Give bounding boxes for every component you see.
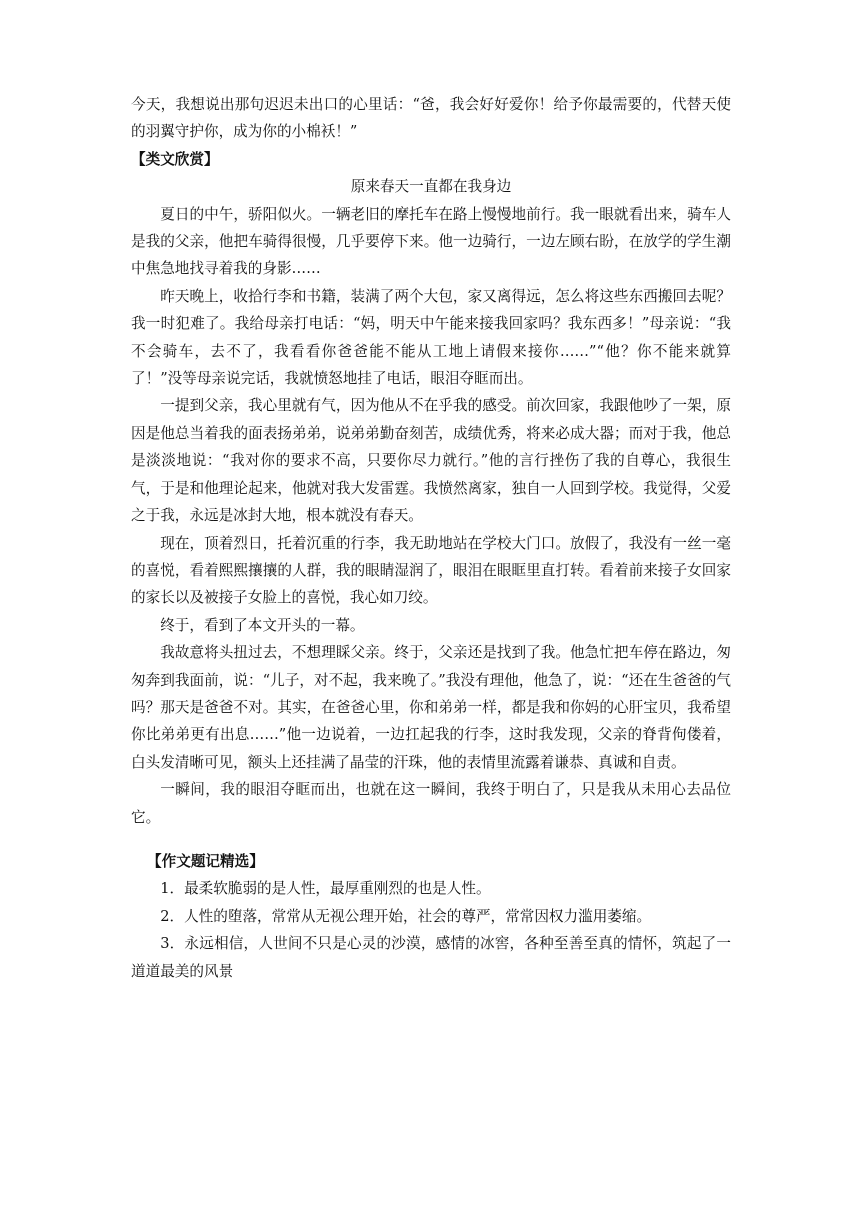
essay-title: 原来春天一直都在我身边 bbox=[350, 178, 512, 196]
excerpt-item: 2．人性的堕落，常常从无视公理开始，社会的尊严，常常因权力滥用萎缩。 bbox=[160, 907, 652, 925]
essay-paragraph: 现在，顶着烈日，托着沉重的行李，我无助地站在学校大门口。放假了，我没有一丝一毫的喜悦，看着熙熙攘攘的人群，我的眼睛湿润了，眼泪在眼眶里直打转。看着前来接子女回家的家长以及被接子女脸上的喜悦，我心如刀绞。 bbox=[131, 534, 731, 607]
excerpt-item: 1．最柔软脆弱的是人性，最厚重刚烈的也是人性。 bbox=[160, 880, 491, 898]
section-gap bbox=[131, 831, 731, 848]
document-page bbox=[131, 91, 731, 985]
intro-paragraph: 今天，我想说出那句迟迟未出口的心里话：“爸，我会好好爱你！给予你最需要的，代替天使的羽翼守护你，成为你的小棉袄！” bbox=[131, 96, 731, 141]
essay-paragraph: 一提到父亲，我心里就有气，因为他从不在乎我的感受。前次回家，我跟他吵了一架，原因是他总当着我的面表扬弟弟，说弟弟勤奋刻苦，成绩优秀，将来必成大器；而对于我，他总是淡淡地说：“我对你的要求不高，只要你尽力就行。”他的言行挫伤了我的自尊心，我很生气，于是和他理论起来，他就对我大发雷霆。我愤然离家，独自一人回到学校。我觉得，父爱之于我，永远是冰封大地，根本就没有春天。 bbox=[131, 397, 731, 525]
excerpts-heading: 【作文题记精选】 bbox=[147, 852, 264, 870]
essay-paragraph: 昨天晚上，收拾行李和书籍，装满了两个大包，家又离得远，怎么将这些东西搬回去呢？我一时犯难了。我给母亲打电话：“妈，明天中午能来接我回家吗？我东西多！”母亲说：“我不会骑车，去不了，我看看你爸爸能不能从工地上请假来接你……”“他？你不能来就算了！”没等母亲说完话，我就愤怒地挂了电话，眼泪夺眶而出。 bbox=[131, 287, 731, 388]
essay-paragraph: 我故意将头扭过去，不想理睬父亲。终于，父亲还是找到了我。他急忙把车停在路边，匆匆奔到我面前，说：“儿子，对不起，我来晚了。”我没有理他，他急了，说：“还在生爸爸的气吗？那天是爸爸不对。其实，在爸爸心里，你和弟弟一样，都是我和你妈的心肝宝贝，我希望你比弟弟更有出息……”他一边说着，一边扛起我的行李，这时我发现，父亲的脊背佝偻着，白头发清晰可见，额头上还挂满了晶莹的汗珠，他的表情里流露着谦恭、真诚和自责。 bbox=[131, 644, 731, 771]
essay-paragraph: 夏日的中午，骄阳似火。一辆老旧的摩托车在路上慢慢地前行。我一眼就看出来，骑车人是我的父亲，他把车骑得很慢，几乎要停下来。他一边骑行，一边左顾右盼，在放学的学生潮中焦急地找寻着我的身影…… bbox=[131, 205, 731, 278]
essay-paragraph: 一瞬间，我的眼泪夺眶而出，也就在这一瞬间，我终于明白了，只是我从未用心去品位它。 bbox=[131, 781, 731, 826]
appreciation-heading: 【类文欣赏】 bbox=[131, 150, 219, 168]
excerpt-item: 3．永远相信，人世间不只是心灵的沙漠，感情的冰窖，各种至善至真的情怀，筑起了一道道最美的风景 bbox=[131, 935, 731, 980]
essay-paragraph: 终于，看到了本文开头的一幕。 bbox=[160, 616, 365, 634]
